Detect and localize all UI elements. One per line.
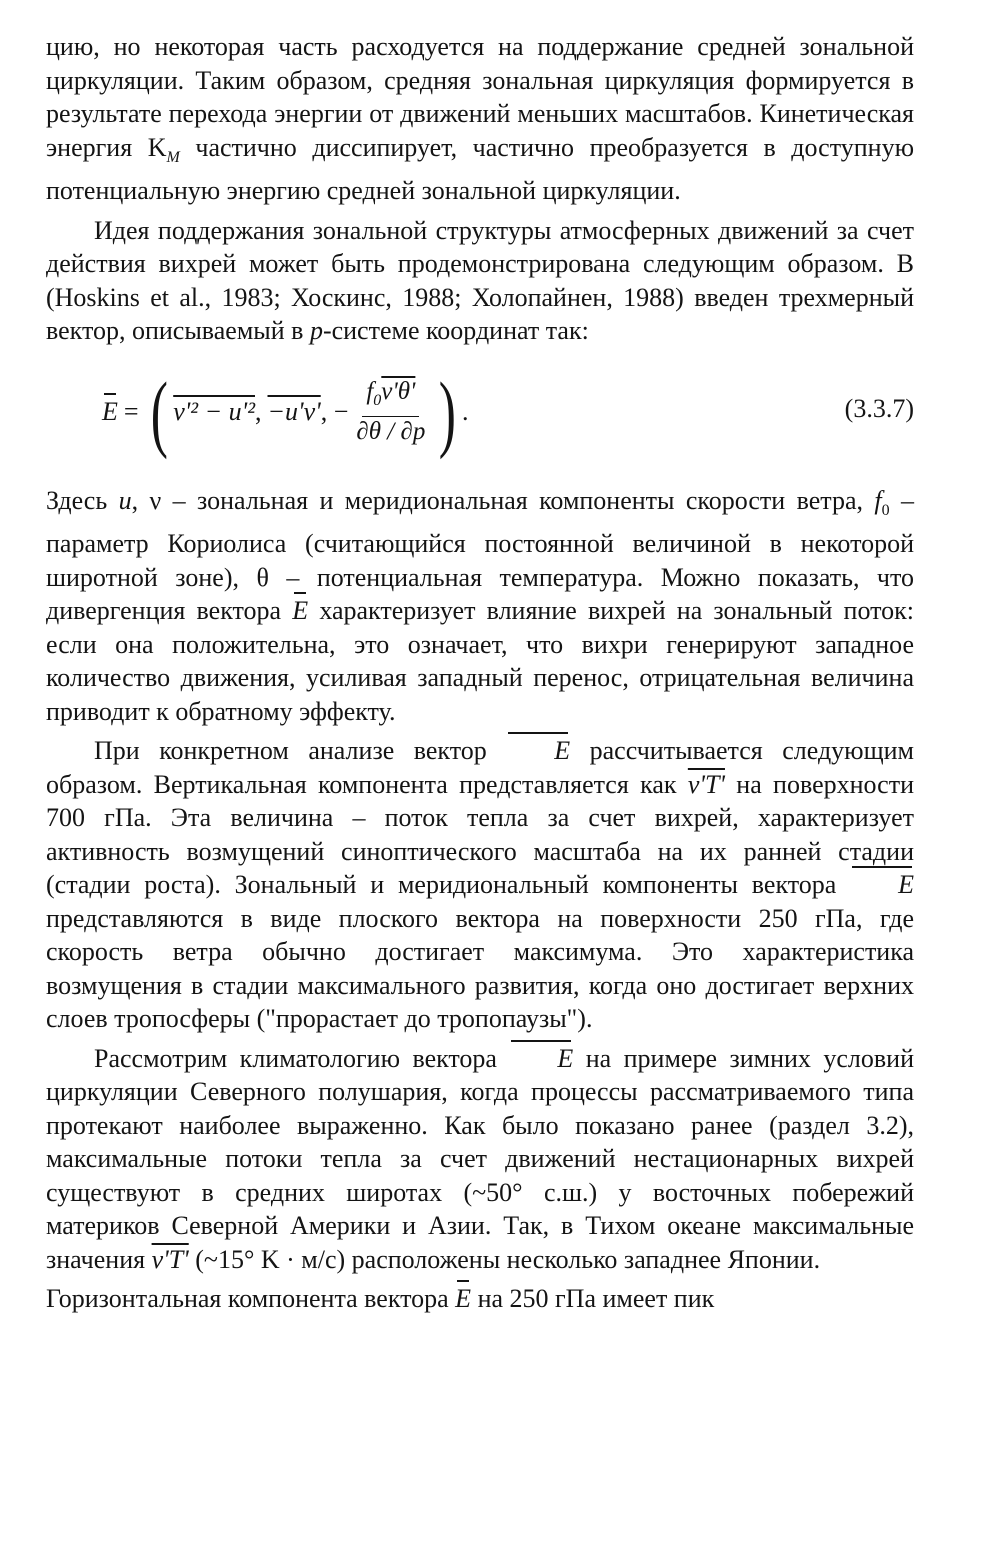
subscript: 0 xyxy=(373,391,382,409)
text-run: Горизонтальная компонента вектора xyxy=(46,1284,456,1314)
paragraph-6 xyxy=(46,1282,914,1316)
text-run: Идея поддержания зональной структуры атмосферных движений за счет действия вихрей может быть продемонстрирована следующим образом. В (Hoskins et al., 1983; Хоскинс, 1988; Холопайнен, 1988) введен трехмерный вектор, описываемый в xyxy=(46,215,914,346)
text-run: на поверхности 700 гПа. Эта величина – поток тепла за счет вихрей, характеризует активность возмущений синоптического масштаба на их ранней стадии (стадии роста). Зональный и меридиональный компоненты вектора xyxy=(46,769,914,900)
italic-symbol: u xyxy=(118,485,132,515)
vector-e-symbol: E xyxy=(506,734,570,768)
paragraph-5 xyxy=(46,1042,914,1277)
text-run: рассчитывается следующим образом. Вертикальная компонента представляется как xyxy=(46,736,914,799)
formula-period: . xyxy=(461,396,469,426)
left-paren: ( xyxy=(150,363,168,460)
paragraph-2 xyxy=(46,214,914,348)
text-run: Здесь xyxy=(46,485,119,515)
right-paren: ) xyxy=(439,363,457,460)
f-symbol: f xyxy=(366,377,374,405)
equation xyxy=(102,363,469,460)
paragraph-4 xyxy=(46,734,914,1036)
text-run: представляются в виде плоского вектора на поверхности 250 гПа, где скорость ветра обычно достигает максимума. Это характеристика возмущения в стадии максимального развития, когда оно достигает верхних слоев тропосферы ("прорастает до тропопаузы"). xyxy=(46,903,914,1034)
text-run: цию, но некоторая часть расходуется на поддержание средней зональной циркуляции. Таким образом, средняя зональная циркуляция формируется в результате перехода энергии от движений меньших масштабов. Кинетическая энергия K xyxy=(46,32,914,162)
vector-e-symbol: E xyxy=(292,594,308,628)
equation-number: (3.3.7) xyxy=(844,393,914,423)
paragraph-1 xyxy=(46,30,914,208)
italic-symbol: f xyxy=(874,485,882,515)
heat-flux-symbol: v'T' xyxy=(687,769,725,799)
text-run: -системе координат так: xyxy=(322,316,589,346)
text-run: на 250 гПа имеет пик xyxy=(471,1284,715,1314)
subscript: 0 xyxy=(881,501,890,519)
text-run: на примере зимних условий циркуляции Северного полушария, когда процессы рассматриваемого типа протекают наиболее выраженно. Как было показано ранее (раздел 3.2), максимальные потоки тепла за счет движений нестационарных вихрей существуют в средних широтах (~50° с.ш.) у восточных побережий материков Северной Америки и Азии. Так, в Тихом океане максимальные значения xyxy=(46,1043,914,1274)
paragraph-3 xyxy=(46,484,914,729)
vector-e-symbol: E xyxy=(850,868,914,902)
vector-e-symbol: E xyxy=(102,395,118,429)
formula-comma: , xyxy=(255,396,262,426)
subscript: M xyxy=(166,148,180,166)
equals-sign: = xyxy=(123,396,139,426)
formula-term-1: v'² − u'² xyxy=(173,396,255,426)
text-run: характеризует влияние вихрей на зональный поток: если она положительна, это означает, что вихри генерируют западное количество движения, усиливая западный перенос, отрицательная величина приводит к обратному эффекту. xyxy=(46,596,914,726)
text-run: частично диссипирует, частично преобразуется в доступную потенциальную энергию средней зональной циркуляции. xyxy=(46,132,914,206)
vector-e-symbol: E xyxy=(509,1042,573,1076)
document-page xyxy=(46,30,914,1316)
text-run: Рассмотрим климатологию вектора xyxy=(94,1043,510,1073)
formula-comma: , − xyxy=(320,396,349,426)
fraction-denominator: ∂θ / ∂p xyxy=(356,417,426,445)
formula-term-2: −u'v' xyxy=(267,396,321,426)
vector-e-symbol: E xyxy=(455,1282,471,1316)
numerator-term: v'θ' xyxy=(381,377,416,405)
text-run: При конкретном анализе вектор xyxy=(94,736,507,766)
fraction-numerator xyxy=(362,377,419,417)
equation-block xyxy=(46,362,914,462)
italic-symbol: p xyxy=(309,316,323,346)
text-run: , ν – зональная и меридиональная компоненты скорости ветра, xyxy=(131,485,875,515)
text-run: – параметр Кориолиса (считающийся постоянной величиной в некоторой широтной зоне), θ – потенциальная температура. Можно показать, что дивергенция вектора xyxy=(46,485,914,626)
formula-fraction xyxy=(352,377,429,447)
text-run: (~15° K · м/с) расположены несколько западнее Японии. xyxy=(188,1244,821,1274)
heat-flux-symbol: v'T' xyxy=(151,1244,189,1274)
